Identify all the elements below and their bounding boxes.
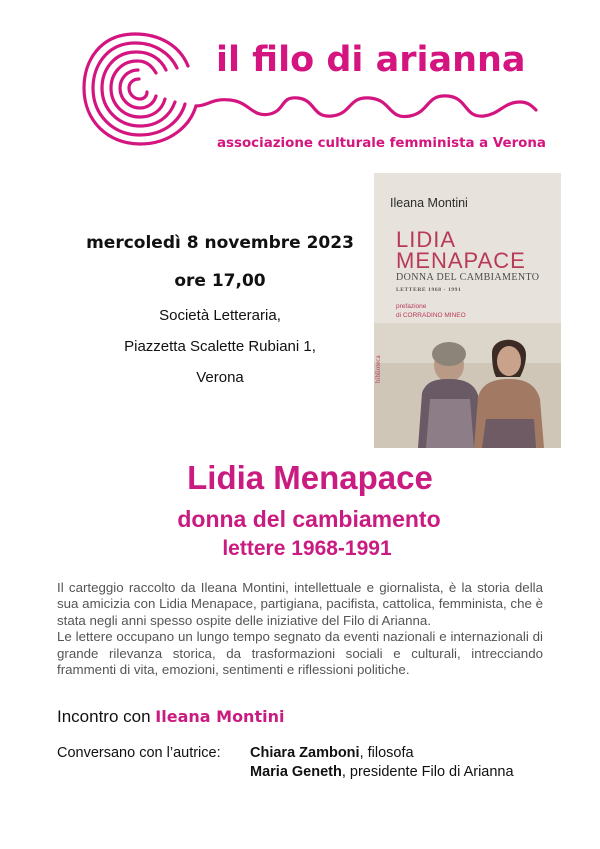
book-cover bbox=[374, 173, 561, 448]
cover-photo bbox=[374, 323, 561, 448]
speaker-line bbox=[250, 745, 414, 761]
venue-line: Piazzetta Scalette Rubiani 1, bbox=[124, 338, 316, 355]
book-preface-author: di CORRADINO MINEO bbox=[396, 312, 466, 319]
description-paragraph: Le lettere occupano un lungo tempo segnato da eventi nazionali e internazionali di grande rilevanza storica, da trasformazioni sociali e culturali, intrecciando frammenti di vita, emozioni, sentimenti e riflessioni politiche. bbox=[57, 629, 543, 678]
brand-tagline: associazione culturale femminista a Verona bbox=[217, 136, 546, 151]
speaker-name: Chiara Zamboni bbox=[250, 745, 360, 761]
venue-line: Verona bbox=[196, 369, 244, 386]
event-date: mercoledì 8 novembre 2023 bbox=[86, 233, 354, 253]
book-subtitle: DONNA DEL CAMBIAMENTO bbox=[396, 272, 540, 283]
meeting-label: Incontro con bbox=[57, 707, 151, 726]
book-title-line: MENAPACE bbox=[396, 248, 526, 273]
speaker-role: , presidente Filo di Arianna bbox=[341, 764, 514, 780]
brand-name: il filo di arianna bbox=[216, 40, 526, 80]
book-years: LETTERE 1968 - 1991 bbox=[396, 287, 462, 293]
description-paragraph: Il carteggio raccolto da Ileana Montini, intellettuale e giornalista, è la storia della sua amicizia con Lidia Menapace, partigiana, pacifista, cattolica, femminista, che è stata negli anni spesso ospite delle iniziative del Filo di Arianna. bbox=[57, 580, 543, 628]
book-author: Ileana Montini bbox=[390, 196, 468, 210]
speaker-name: Maria Geneth bbox=[250, 764, 342, 780]
event-time: ore 17,00 bbox=[174, 271, 266, 291]
meeting-line bbox=[57, 707, 284, 727]
venue-line: Società Letteraria, bbox=[159, 307, 281, 324]
description bbox=[57, 580, 543, 678]
speaker-line bbox=[250, 764, 514, 780]
headline-title: Lidia Menapace bbox=[187, 459, 433, 496]
speaker-role: , filosofa bbox=[359, 745, 414, 761]
meeting-guest: Ileana Montini bbox=[155, 707, 285, 726]
book-preface-label: prefazione bbox=[396, 303, 427, 310]
svg-text:biblioteca: biblioteca bbox=[374, 355, 382, 383]
headline-years: lettere 1968-1991 bbox=[222, 537, 392, 560]
book-title-line: LIDIA bbox=[396, 227, 457, 252]
book-title bbox=[396, 229, 526, 271]
headline-subtitle: donna del cambiamento bbox=[177, 506, 441, 532]
conversation-label: Conversano con l’autrice: bbox=[57, 745, 221, 761]
